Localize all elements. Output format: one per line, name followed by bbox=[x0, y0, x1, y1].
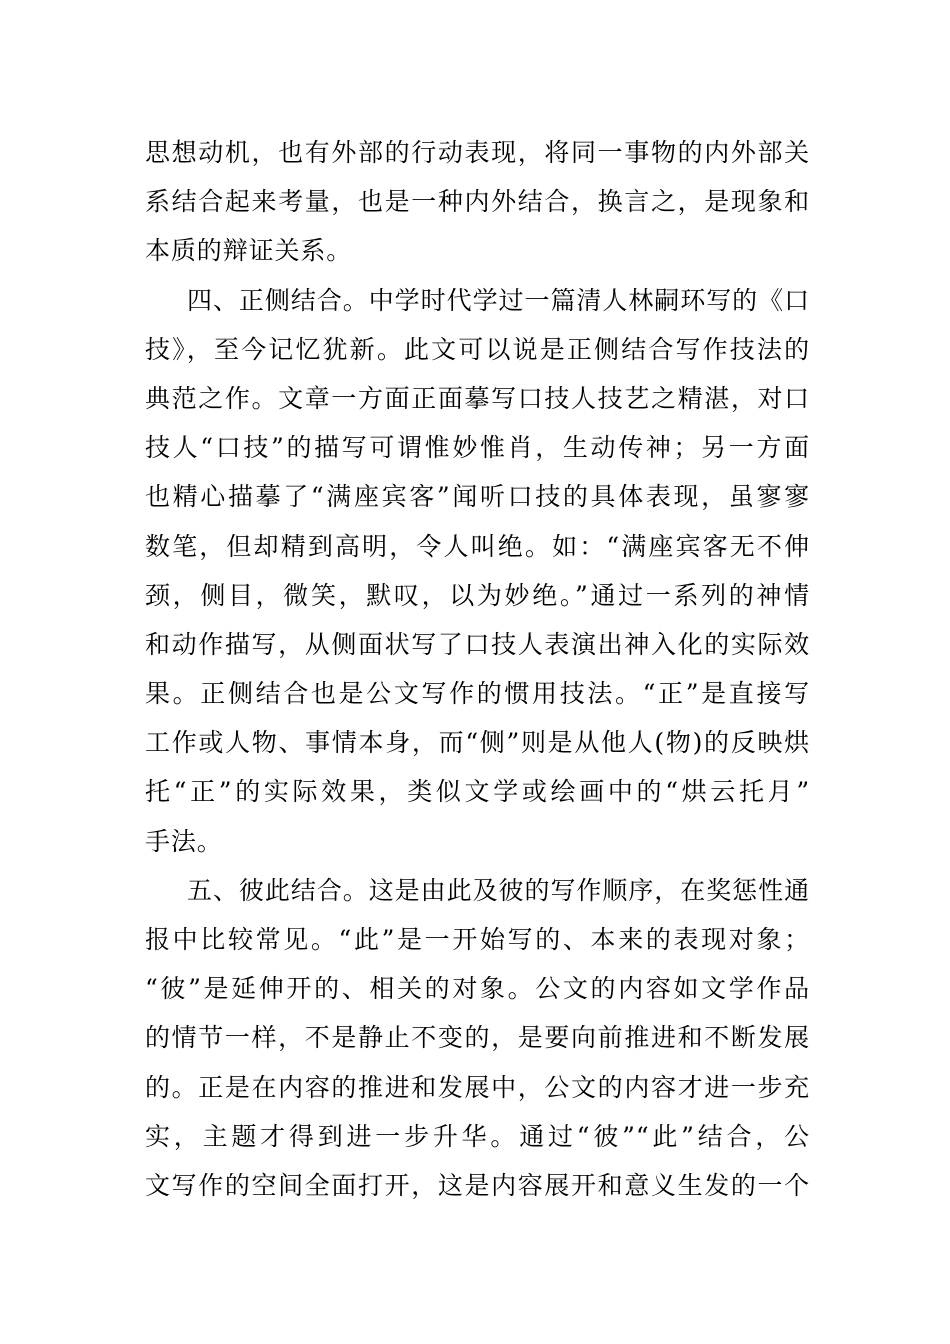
text-line: 报中比较常见。“此”是一开始写的、本来的表现对象； bbox=[145, 925, 810, 954]
text-line: 本质的辩证关系。 bbox=[145, 236, 353, 266]
text-line: 技》，至今记忆犹新。此文可以说是正侧结合写作技法的 bbox=[145, 334, 810, 364]
text-line: 实，主题才得到进一步升华。通过“彼”“此”结合，公 bbox=[145, 1121, 810, 1151]
paragraph-five-first-line: 五、彼此结合。这是由此及彼的写作顺序，在奖惩性通 bbox=[187, 875, 810, 905]
text-line: 颈，侧目，微笑，默叹，以为妙绝。”通过一系列的神情 bbox=[145, 580, 810, 610]
text-line: 也精心描摹了“满座宾客”闻听口技的具体表现，虽寥寥 bbox=[145, 482, 810, 512]
text-line: 典范之作。文章一方面正面摹写口技人技艺之精湛，对口 bbox=[145, 383, 810, 413]
text-line: 托“正”的实际效果，类似文学或绘画中的“烘云托月” bbox=[145, 777, 810, 807]
text-line: 的。正是在内容的推进和发展中，公文的内容才进一步充 bbox=[145, 1072, 810, 1102]
text-line: 的情节一样，不是静止不变的，是要向前推进和不断发展 bbox=[145, 1023, 810, 1053]
body-text bbox=[145, 128, 810, 1210]
text-line: “彼”是延伸开的、相关的对象。公文的内容如文学作品 bbox=[145, 974, 810, 1004]
text-line: 技人“口技”的描写可谓惟妙惟肖，生动传神；另一方面 bbox=[145, 433, 810, 463]
text-line: 工作或人物、事情本身，而“侧”则是从他人(物)的反映烘 bbox=[145, 728, 810, 758]
text-line: 系结合起来考量，也是一种内外结合，换言之，是现象和 bbox=[145, 187, 810, 217]
paragraph-four-first-line: 四、正侧结合。中学时代学过一篇清人林嗣环写的《口 bbox=[187, 285, 810, 315]
text-line: 数笔，但却精到高明，令人叫绝。如：“满座宾客无不伸 bbox=[145, 531, 810, 561]
text-line: 文写作的空间全面打开，这是内容展开和意义生发的一个 bbox=[145, 1170, 810, 1200]
text-line: 手法。 bbox=[145, 826, 223, 856]
text-line: 果。正侧结合也是公文写作的惯用技法。“正”是直接写 bbox=[145, 679, 810, 709]
text-line: 和动作描写，从侧面状写了口技人表演出神入化的实际效 bbox=[145, 629, 810, 659]
text-line: 思想动机，也有外部的行动表现，将同一事物的内外部关 bbox=[145, 138, 810, 167]
